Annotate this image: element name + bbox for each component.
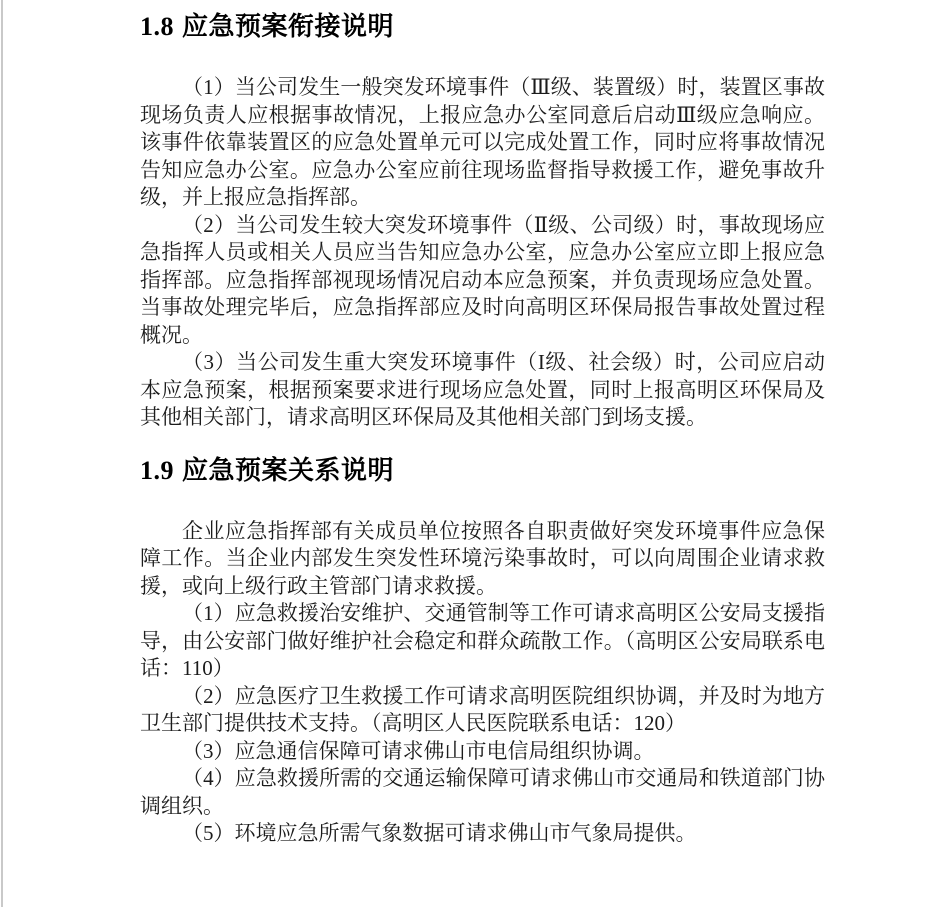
heading-number: 1.9 xyxy=(140,455,174,485)
paragraph: （3）当公司发生重大突发环境事件（I级、社会级）时，公司应启动本应急预案，根据预案要求进行现场应急处置，同时上报高明区环保局及其他相关部门，请求高明区环保局及其他相关部门到场支援。 xyxy=(140,350,825,429)
paragraph: （2）当公司发生较大突发环境事件（Ⅱ级、公司级）时，事故现场应急指挥人员或相关人员应当告知应急办公室，应急办公室应立即上报应急指挥部。应急指挥部视现场情况启动本应急预案，并负责现场应急处置。当事故处理完毕后，应急指挥部应及时向高明区环保局报告事故处置过程概况。 xyxy=(140,212,825,347)
heading-title: 应急预案衔接说明 xyxy=(182,12,395,41)
page-left-edge-line xyxy=(1,0,3,907)
paragraph: 企业应急指挥部有关成员单位按照各自职责做好突发环境事件应急保障工作。当企业内部发生突发性环境污染事故时，可以向周围企业请求救援，或向上级行政主管部门请求救援。 xyxy=(140,518,825,598)
section-heading-1-8 xyxy=(140,10,825,44)
paragraph: （3）应急通信保障可请求佛山市电信局组织协调。 xyxy=(182,738,655,763)
heading-number: 1.8 xyxy=(140,12,174,41)
paragraph: （2）应急医疗卫生救援工作可请求高明医院组织协调，并及时为地方卫生部门提供技术支持。（高明区人民医院联系电话：120） xyxy=(140,683,825,735)
paragraph: （1）应急救援治安维护、交通管制等工作可请求高明区公安局支援指导，由公安部门做好维护社会稳定和群众疏散工作。（高明区公安局联系电话：110） xyxy=(140,601,825,680)
section-heading-1-9 xyxy=(140,454,825,488)
paragraph: （5）环境应急所需气象数据可请求佛山市气象局提供。 xyxy=(182,821,697,845)
paragraph: （4）应急救援所需的交通运输保障可请求佛山市交通局和铁道部门协调组织。 xyxy=(140,766,825,818)
heading-title: 应急预案关系说明 xyxy=(182,455,395,485)
paragraph: （1）当公司发生一般突发环境事件（Ⅲ级、装置级）时，装置区事故现场负责人应根据事故情况，上报应急办公室同意后启动Ⅲ级应急响应。该事件依靠装置区的应急处置单元可以完成处置工作，同时应将事故情况告知应急办公室。应急办公室应前往现场监督指导救援工作，避免事故升级，并上报应急指挥部。 xyxy=(140,75,825,209)
